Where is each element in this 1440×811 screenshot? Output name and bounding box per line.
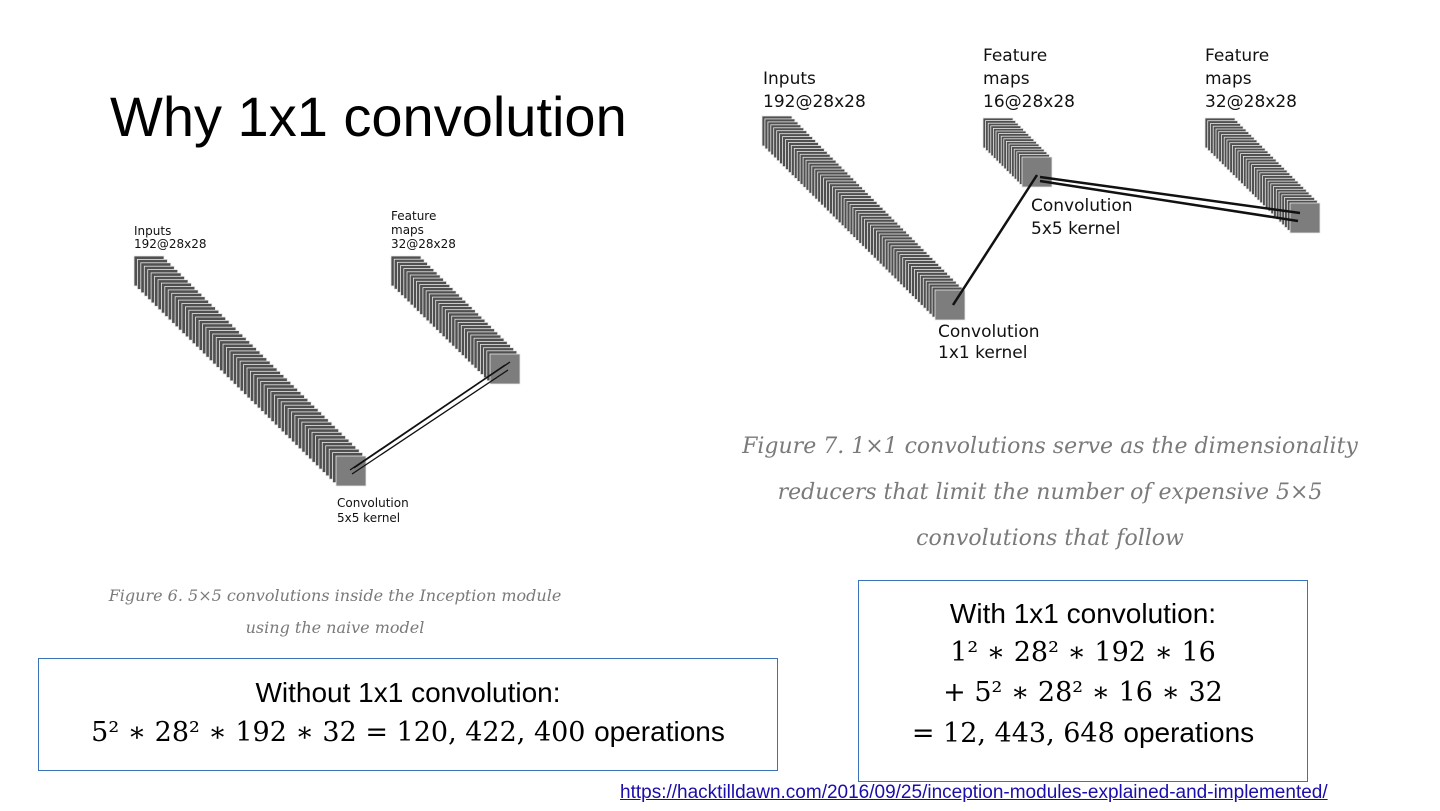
figure6-conv-label: Convolution 5x5 kernel (337, 496, 409, 525)
slide-title: Why 1x1 convolution (110, 85, 627, 148)
figure7-caption-line: Figure 7. 1×1 convolutions serve as the dimensionality (742, 434, 1358, 459)
with-box-line1: 1² ∗ 28² ∗ 192 ∗ 16 (950, 637, 1216, 668)
with-box-line2: + 5² ∗ 28² ∗ 16 ∗ 32 (943, 677, 1223, 708)
figure7-caption (700, 424, 1400, 562)
without-1x1-box (38, 658, 778, 771)
figure7-inputs-label: Inputs 192@28x28 (763, 69, 866, 112)
with-box-result: = 12, 443, 648 (911, 718, 1115, 749)
figure6-connector-lines (350, 362, 510, 474)
without-box-heading: Without 1x1 convolution: (255, 677, 561, 708)
without-box-expression: 5² ∗ 28² ∗ 192 ∗ 32 = 120, 422, 400 (91, 717, 586, 748)
with-box-unit: operations (1123, 717, 1255, 748)
figure6-output-label: Feature maps 32@28x28 (391, 209, 456, 251)
figure7-conv1-label: Convolution 1x1 kernel (938, 322, 1040, 363)
figure7-caption-line: reducers that limit the number of expensive 5×5 (777, 480, 1323, 505)
figure7-output-label: Feature maps 32@28x28 (1205, 46, 1297, 112)
figure7-conv2-label: Convolution 5x5 kernel (1031, 196, 1133, 239)
figure7-connector-lines (953, 175, 1300, 305)
figure7-input-stack (762, 116, 965, 320)
figure6-output-stack (391, 256, 520, 384)
with-1x1-box (858, 580, 1308, 782)
source-link[interactable]: https://hacktilldawn.com/2016/09/25/inception-modules-explained-and-implemented/ (620, 782, 1328, 803)
figure6-caption-line: Figure 6. 5×5 convolutions inside the Inception module (108, 586, 562, 605)
without-box-equation (39, 712, 777, 753)
figure7-caption-line: convolutions that follow (916, 526, 1184, 551)
feature-map-sheet (336, 456, 366, 486)
figure6-input-stack (134, 256, 366, 486)
figure6-caption-line: using the naive model (245, 618, 425, 637)
with-box-heading: With 1x1 convolution: (949, 598, 1217, 629)
figure6-inputs-label: Inputs 192@28x28 (134, 224, 207, 251)
with-box-line3 (859, 713, 1307, 754)
figure6-caption (60, 580, 610, 644)
without-box-unit: operations (594, 716, 725, 747)
feature-map-sheet (1290, 203, 1320, 233)
figure7-mid-label: Feature maps 16@28x28 (983, 46, 1075, 112)
